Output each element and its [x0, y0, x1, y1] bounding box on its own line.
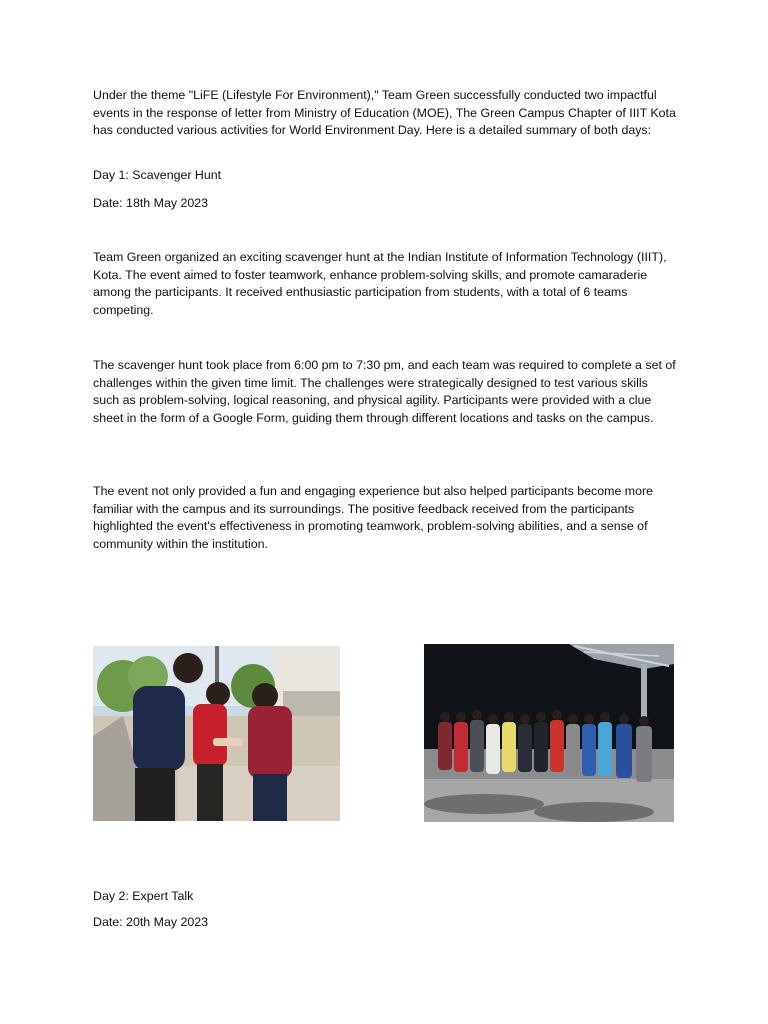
day2-date: Date: 20th May 2023: [93, 915, 209, 929]
intro-paragraph: Under the theme "LiFE (Lifestyle For Environment)," Team Green successfully conducted two impactful events in the response of letter from Ministry of Education (MOE), The Green Campus Chapter of IIIT Kota has conducted various activities for World Environment Day. Here is a detailed summary of both days:: [93, 88, 676, 137]
photo-night-group: [424, 644, 674, 822]
day1-paragraph-1: Team Green organized an exciting scavenger hunt at the Indian Institute of Information Technology (IIIT), Kota. The event aimed to foster teamwork, enhance problem-solving skills, and promote camaraderie among the participants. It received enthusiastic participation from students, with a total of 6 teams competing.: [93, 250, 667, 317]
day1-title: Day 1: Scavenger Hunt: [93, 168, 222, 182]
photo-daytime-students: [93, 646, 340, 821]
day2-title: Day 2: Expert Talk: [93, 889, 194, 903]
day1-paragraph-3: The event not only provided a fun and engaging experience but also helped participants become more familiar with the campus and its surroundings. The positive feedback received from the participants highlighted the event's effectiveness in promoting teamwork, problem-solving abilities, and a sense of community within the institution.: [93, 484, 654, 551]
day1-date: Date: 18th May 2023: [93, 196, 209, 210]
day1-paragraph-2: The scavenger hunt took place from 6:00 pm to 7:30 pm, and each team was required to complete a set of challenges within the given time limit. The challenges were strategically designed to test various skills such as problem-solving, logical reasoning, and physical agility. Participants were provided with a clue sheet in the form of a Google Form, guiding them through different locations and tasks on the campus.: [93, 358, 676, 425]
